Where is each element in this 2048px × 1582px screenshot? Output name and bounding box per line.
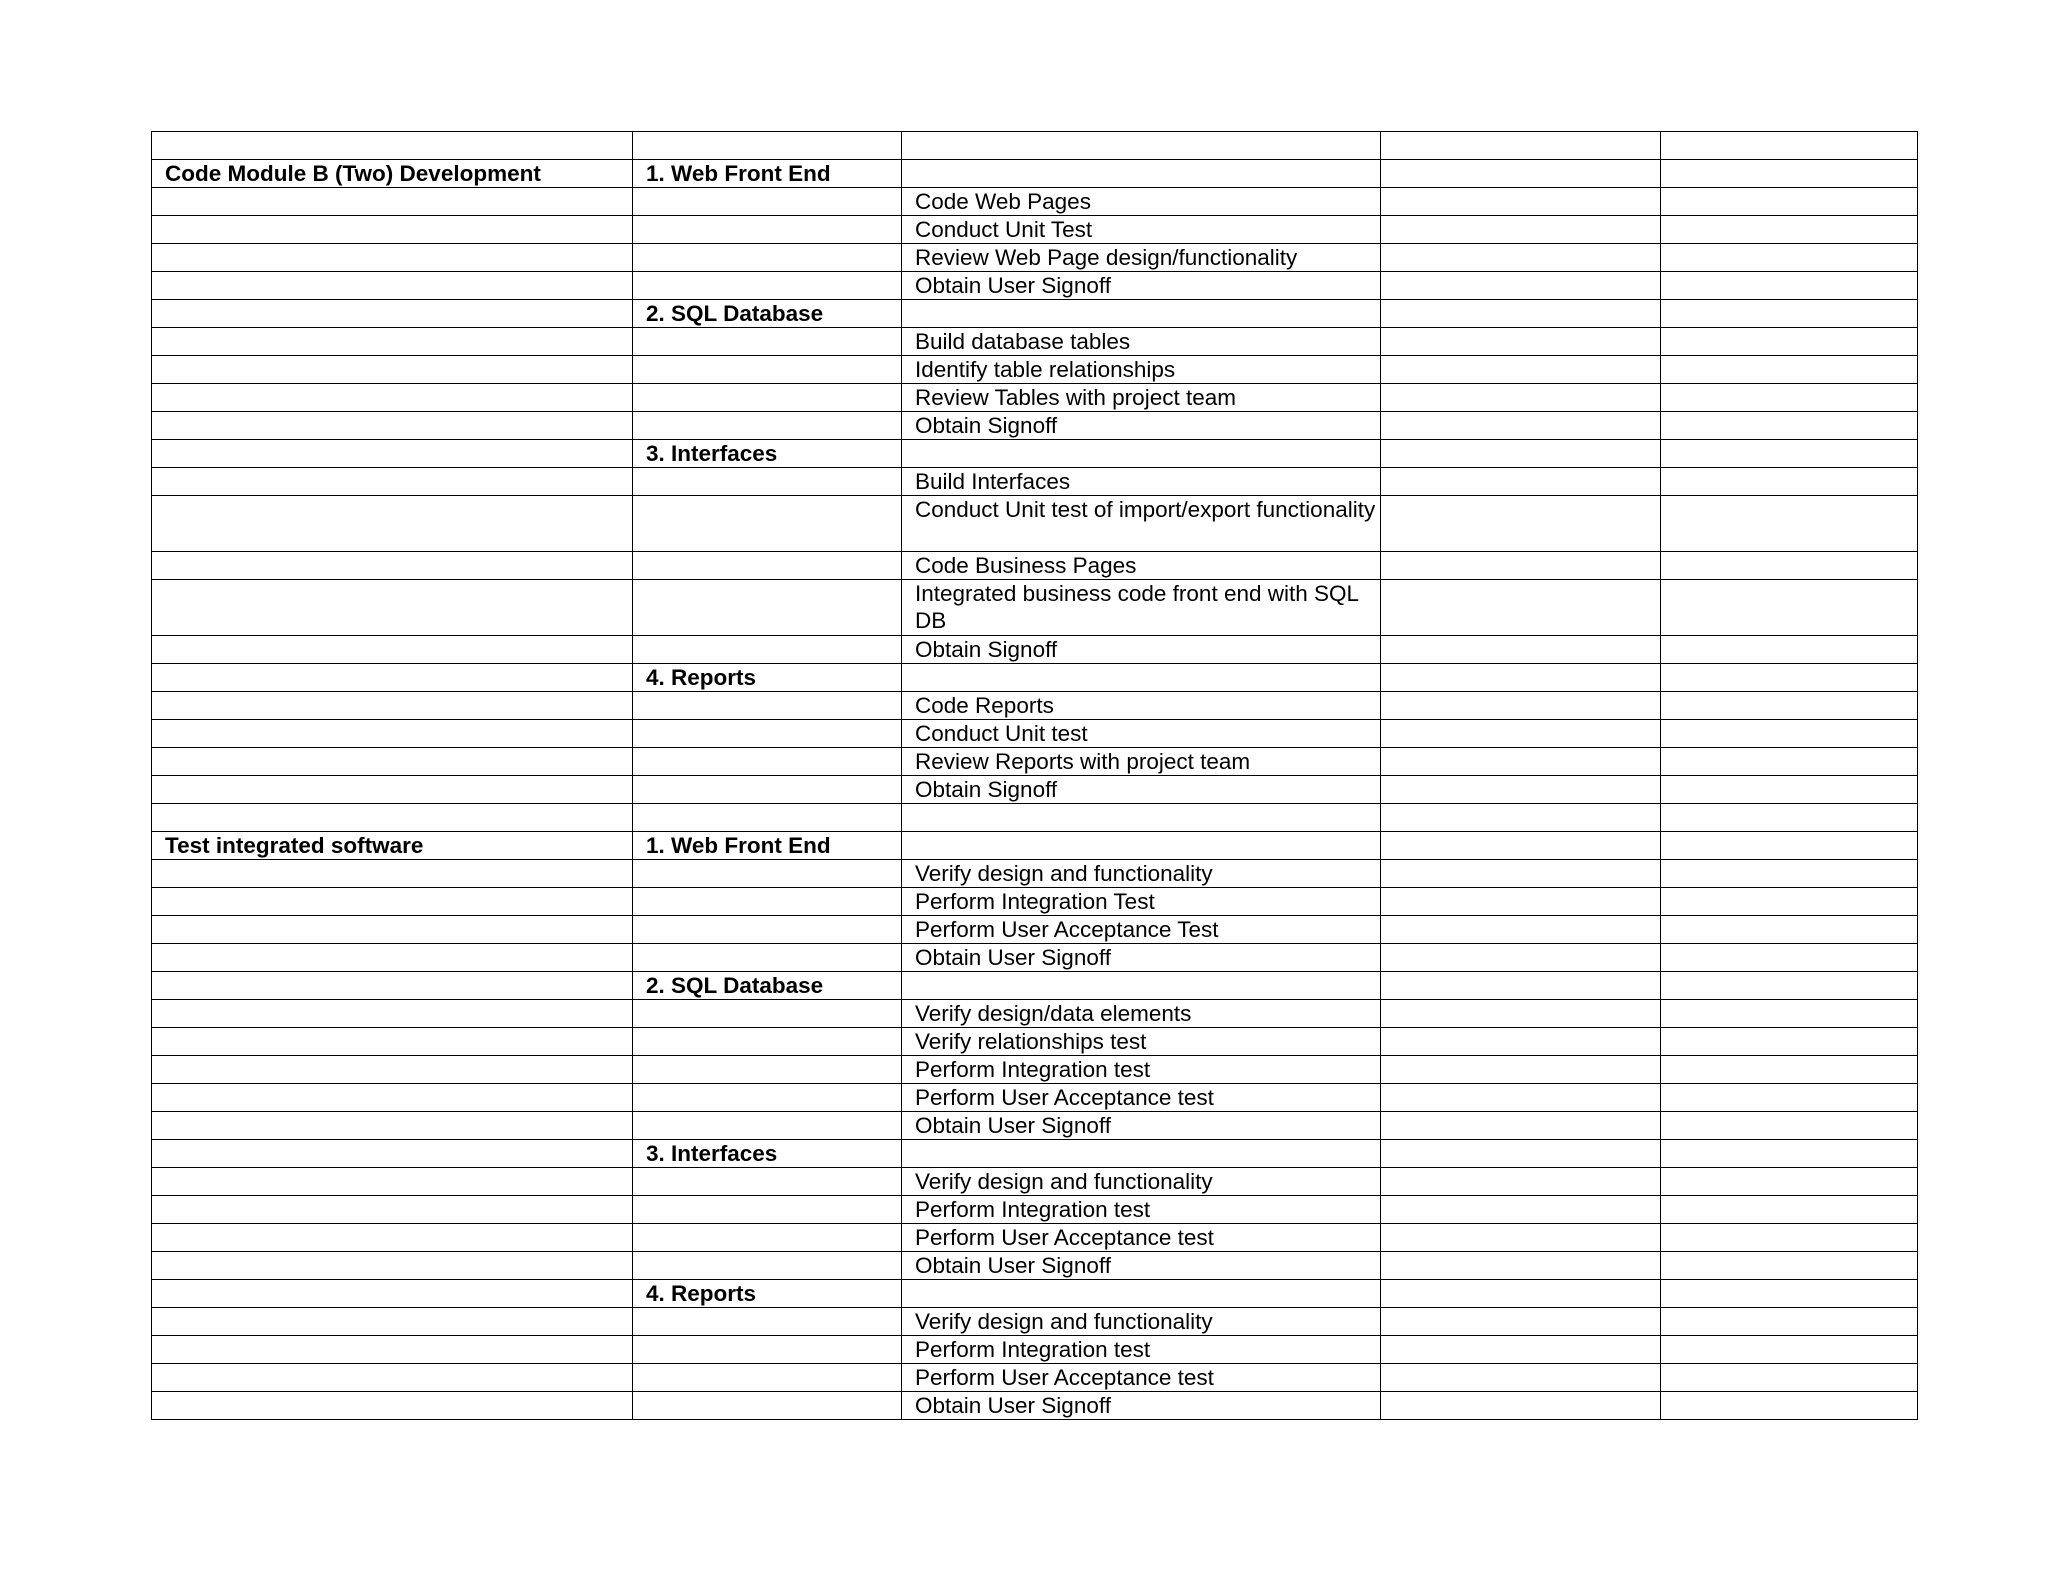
task-cell: Conduct Unit test of import/export functionality xyxy=(902,496,1381,552)
blank-cell-a xyxy=(1381,328,1661,356)
component-cell xyxy=(633,496,902,552)
phase-cell xyxy=(152,552,633,580)
table-row xyxy=(152,440,1918,468)
blank-cell-b xyxy=(1661,972,1918,1000)
component-cell xyxy=(633,1336,902,1364)
phase-cell xyxy=(152,468,633,496)
phase-cell xyxy=(152,580,633,636)
phase-cell xyxy=(152,384,633,412)
blank-cell-b xyxy=(1661,804,1918,832)
task-cell: Obtain Signoff xyxy=(902,776,1381,804)
component-cell xyxy=(633,888,902,916)
blank-cell-b xyxy=(1661,1168,1918,1196)
task-cell xyxy=(902,160,1381,188)
table-row xyxy=(152,1196,1918,1224)
component-cell xyxy=(633,944,902,972)
blank-cell-a xyxy=(1381,804,1661,832)
blank-cell-b xyxy=(1661,1000,1918,1028)
phase-cell xyxy=(152,1224,633,1252)
component-cell: 1. Web Front End xyxy=(633,832,902,860)
task-cell xyxy=(902,1280,1381,1308)
component-cell xyxy=(633,720,902,748)
task-cell: Build Interfaces xyxy=(902,468,1381,496)
blank-cell-a xyxy=(1381,216,1661,244)
phase-cell xyxy=(152,1140,633,1168)
component-cell xyxy=(633,216,902,244)
blank-cell-a xyxy=(1381,160,1661,188)
table-row xyxy=(152,300,1918,328)
phase-cell xyxy=(152,216,633,244)
table-row xyxy=(152,1224,1918,1252)
blank-cell-a xyxy=(1381,1392,1661,1420)
component-cell xyxy=(633,636,902,664)
component-cell xyxy=(633,132,902,160)
phase-cell xyxy=(152,1028,633,1056)
component-cell: 2. SQL Database xyxy=(633,300,902,328)
blank-cell-a xyxy=(1381,776,1661,804)
task-cell: Verify design and functionality xyxy=(902,1168,1381,1196)
blank-cell-b xyxy=(1661,1252,1918,1280)
table-row xyxy=(152,1028,1918,1056)
phase-cell xyxy=(152,944,633,972)
phase-cell xyxy=(152,1056,633,1084)
task-cell: Obtain User Signoff xyxy=(902,1112,1381,1140)
blank-cell-a xyxy=(1381,132,1661,160)
component-cell xyxy=(633,1364,902,1392)
phase-cell xyxy=(152,356,633,384)
phase-cell xyxy=(152,1084,633,1112)
phase-cell: Test integrated software xyxy=(152,832,633,860)
table-row xyxy=(152,692,1918,720)
component-cell xyxy=(633,328,902,356)
task-cell: Obtain User Signoff xyxy=(902,1252,1381,1280)
phase-cell xyxy=(152,1168,633,1196)
blank-cell-b xyxy=(1661,1028,1918,1056)
component-cell xyxy=(633,1056,902,1084)
table-row xyxy=(152,1392,1918,1420)
phase-cell xyxy=(152,1392,633,1420)
blank-cell-b xyxy=(1661,1280,1918,1308)
task-cell xyxy=(902,804,1381,832)
blank-cell-b xyxy=(1661,720,1918,748)
blank-cell-b xyxy=(1661,1392,1918,1420)
task-cell: Identify table relationships xyxy=(902,356,1381,384)
task-cell: Obtain Signoff xyxy=(902,636,1381,664)
phase-cell xyxy=(152,440,633,468)
blank-cell-b xyxy=(1661,356,1918,384)
task-cell: Conduct Unit Test xyxy=(902,216,1381,244)
blank-cell-b xyxy=(1661,664,1918,692)
phase-cell xyxy=(152,1196,633,1224)
blank-cell-a xyxy=(1381,1364,1661,1392)
task-cell: Review Tables with project team xyxy=(902,384,1381,412)
phase-cell xyxy=(152,692,633,720)
task-cell xyxy=(902,972,1381,1000)
phase-cell xyxy=(152,1112,633,1140)
blank-cell-a xyxy=(1381,1112,1661,1140)
blank-cell-b xyxy=(1661,636,1918,664)
blank-cell-b xyxy=(1661,412,1918,440)
table-row xyxy=(152,580,1918,636)
task-cell: Conduct Unit test xyxy=(902,720,1381,748)
task-cell: Obtain User Signoff xyxy=(902,944,1381,972)
component-cell xyxy=(633,356,902,384)
blank-cell-a xyxy=(1381,188,1661,216)
blank-cell-b xyxy=(1661,944,1918,972)
blank-cell-b xyxy=(1661,1336,1918,1364)
table-row xyxy=(152,188,1918,216)
component-cell xyxy=(633,384,902,412)
component-cell: 3. Interfaces xyxy=(633,1140,902,1168)
blank-cell-b xyxy=(1661,468,1918,496)
phase-cell xyxy=(152,776,633,804)
task-cell xyxy=(902,832,1381,860)
component-cell xyxy=(633,1084,902,1112)
table-row xyxy=(152,1336,1918,1364)
blank-cell-a xyxy=(1381,944,1661,972)
blank-cell-a xyxy=(1381,468,1661,496)
table-row xyxy=(152,132,1918,160)
component-cell xyxy=(633,692,902,720)
table-row xyxy=(152,1280,1918,1308)
phase-cell xyxy=(152,1252,633,1280)
table-body xyxy=(152,132,1918,1420)
table-row xyxy=(152,160,1918,188)
blank-cell-a xyxy=(1381,580,1661,636)
blank-cell-a xyxy=(1381,636,1661,664)
phase-cell xyxy=(152,244,633,272)
component-cell xyxy=(633,1112,902,1140)
table-row xyxy=(152,1252,1918,1280)
phase-cell xyxy=(152,188,633,216)
component-cell xyxy=(633,412,902,440)
phase-cell xyxy=(152,272,633,300)
task-cell: Code Web Pages xyxy=(902,188,1381,216)
blank-cell-b xyxy=(1661,1084,1918,1112)
table-row xyxy=(152,776,1918,804)
table-row xyxy=(152,468,1918,496)
blank-cell-b xyxy=(1661,552,1918,580)
table-row xyxy=(152,888,1918,916)
phase-cell xyxy=(152,1364,633,1392)
blank-cell-a xyxy=(1381,1028,1661,1056)
component-cell: 3. Interfaces xyxy=(633,440,902,468)
task-cell xyxy=(902,440,1381,468)
component-cell xyxy=(633,860,902,888)
blank-cell-a xyxy=(1381,692,1661,720)
blank-cell-a xyxy=(1381,748,1661,776)
task-cell: Perform Integration Test xyxy=(902,888,1381,916)
component-cell xyxy=(633,1196,902,1224)
component-cell xyxy=(633,244,902,272)
blank-cell-b xyxy=(1661,1112,1918,1140)
phase-cell xyxy=(152,916,633,944)
task-cell: Perform User Acceptance test xyxy=(902,1364,1381,1392)
document-page xyxy=(151,131,1917,1420)
table-row xyxy=(152,720,1918,748)
blank-cell-a xyxy=(1381,412,1661,440)
table-row xyxy=(152,832,1918,860)
blank-cell-a xyxy=(1381,1336,1661,1364)
blank-cell-b xyxy=(1661,1308,1918,1336)
table-row xyxy=(152,1168,1918,1196)
blank-cell-b xyxy=(1661,888,1918,916)
blank-cell-b xyxy=(1661,300,1918,328)
component-cell xyxy=(633,748,902,776)
table-row xyxy=(152,216,1918,244)
blank-cell-a xyxy=(1381,1196,1661,1224)
task-cell: Verify relationships test xyxy=(902,1028,1381,1056)
blank-cell-a xyxy=(1381,300,1661,328)
table-row xyxy=(152,1308,1918,1336)
task-cell: Obtain User Signoff xyxy=(902,1392,1381,1420)
task-cell: Verify design and functionality xyxy=(902,1308,1381,1336)
table-row xyxy=(152,860,1918,888)
blank-cell-b xyxy=(1661,832,1918,860)
blank-cell-a xyxy=(1381,972,1661,1000)
table-row xyxy=(152,1084,1918,1112)
task-cell: Obtain Signoff xyxy=(902,412,1381,440)
blank-cell-b xyxy=(1661,272,1918,300)
task-cell: Perform Integration test xyxy=(902,1336,1381,1364)
component-cell: 4. Reports xyxy=(633,664,902,692)
blank-cell-a xyxy=(1381,244,1661,272)
blank-cell-b xyxy=(1661,748,1918,776)
blank-cell-a xyxy=(1381,1280,1661,1308)
phase-cell xyxy=(152,132,633,160)
blank-cell-b xyxy=(1661,916,1918,944)
task-cell: Perform Integration test xyxy=(902,1196,1381,1224)
blank-cell-b xyxy=(1661,776,1918,804)
blank-cell-b xyxy=(1661,580,1918,636)
blank-cell-b xyxy=(1661,188,1918,216)
task-cell: Integrated business code front end with SQL DB xyxy=(902,580,1381,636)
component-cell xyxy=(633,272,902,300)
blank-cell-a xyxy=(1381,720,1661,748)
phase-cell xyxy=(152,636,633,664)
task-cell: Review Web Page design/functionality xyxy=(902,244,1381,272)
phase-cell xyxy=(152,664,633,692)
blank-cell-a xyxy=(1381,1056,1661,1084)
blank-cell-a xyxy=(1381,1084,1661,1112)
table-row xyxy=(152,664,1918,692)
table-row xyxy=(152,244,1918,272)
blank-cell-a xyxy=(1381,1000,1661,1028)
phase-cell xyxy=(152,748,633,776)
blank-cell-b xyxy=(1661,1196,1918,1224)
component-cell xyxy=(633,468,902,496)
blank-cell-b xyxy=(1661,496,1918,552)
phase-cell xyxy=(152,860,633,888)
blank-cell-a xyxy=(1381,496,1661,552)
blank-cell-b xyxy=(1661,692,1918,720)
blank-cell-a xyxy=(1381,860,1661,888)
component-cell: 2. SQL Database xyxy=(633,972,902,1000)
task-cell: Code Business Pages xyxy=(902,552,1381,580)
phase-cell xyxy=(152,1000,633,1028)
phase-cell xyxy=(152,972,633,1000)
table-row xyxy=(152,328,1918,356)
table-row xyxy=(152,916,1918,944)
component-cell xyxy=(633,1000,902,1028)
table-row xyxy=(152,272,1918,300)
component-cell xyxy=(633,1224,902,1252)
task-cell: Verify design and functionality xyxy=(902,860,1381,888)
component-cell: 1. Web Front End xyxy=(633,160,902,188)
task-cell: Perform User Acceptance test xyxy=(902,1224,1381,1252)
table-row xyxy=(152,1056,1918,1084)
component-cell: 4. Reports xyxy=(633,1280,902,1308)
blank-cell-a xyxy=(1381,1308,1661,1336)
table-row xyxy=(152,636,1918,664)
component-cell xyxy=(633,188,902,216)
task-cell: Code Reports xyxy=(902,692,1381,720)
task-cell: Perform User Acceptance Test xyxy=(902,916,1381,944)
task-cell: Perform Integration test xyxy=(902,1056,1381,1084)
blank-cell-a xyxy=(1381,1140,1661,1168)
table-row xyxy=(152,972,1918,1000)
task-cell: Review Reports with project team xyxy=(902,748,1381,776)
phase-cell xyxy=(152,496,633,552)
component-cell xyxy=(633,1168,902,1196)
component-cell xyxy=(633,916,902,944)
blank-cell-b xyxy=(1661,1224,1918,1252)
blank-cell-b xyxy=(1661,440,1918,468)
component-cell xyxy=(633,1308,902,1336)
blank-cell-b xyxy=(1661,1140,1918,1168)
phase-cell xyxy=(152,888,633,916)
table-row xyxy=(152,1000,1918,1028)
blank-cell-a xyxy=(1381,1252,1661,1280)
table-row xyxy=(152,552,1918,580)
phase-cell xyxy=(152,1336,633,1364)
blank-cell-b xyxy=(1661,132,1918,160)
blank-cell-a xyxy=(1381,384,1661,412)
blank-cell-a xyxy=(1381,552,1661,580)
phase-cell: Code Module B (Two) Development xyxy=(152,160,633,188)
table-row xyxy=(152,944,1918,972)
task-cell: Obtain User Signoff xyxy=(902,272,1381,300)
task-cell xyxy=(902,132,1381,160)
task-cell: Verify design/data elements xyxy=(902,1000,1381,1028)
table-row xyxy=(152,384,1918,412)
blank-cell-b xyxy=(1661,384,1918,412)
blank-cell-a xyxy=(1381,832,1661,860)
table-row xyxy=(152,496,1918,552)
task-cell xyxy=(902,1140,1381,1168)
phase-cell xyxy=(152,1308,633,1336)
blank-cell-a xyxy=(1381,1168,1661,1196)
blank-cell-a xyxy=(1381,916,1661,944)
component-cell xyxy=(633,1392,902,1420)
phase-cell xyxy=(152,412,633,440)
blank-cell-b xyxy=(1661,244,1918,272)
task-cell xyxy=(902,664,1381,692)
blank-cell-b xyxy=(1661,328,1918,356)
blank-cell-a xyxy=(1381,440,1661,468)
table-row xyxy=(152,1364,1918,1392)
phase-cell xyxy=(152,720,633,748)
blank-cell-a xyxy=(1381,1224,1661,1252)
task-cell xyxy=(902,300,1381,328)
blank-cell-b xyxy=(1661,216,1918,244)
component-cell xyxy=(633,804,902,832)
blank-cell-b xyxy=(1661,860,1918,888)
table-row xyxy=(152,1112,1918,1140)
table-row xyxy=(152,804,1918,832)
task-cell: Perform User Acceptance test xyxy=(902,1084,1381,1112)
component-cell xyxy=(633,552,902,580)
table-row xyxy=(152,748,1918,776)
blank-cell-b xyxy=(1661,1364,1918,1392)
phase-cell xyxy=(152,300,633,328)
blank-cell-b xyxy=(1661,1056,1918,1084)
blank-cell-a xyxy=(1381,356,1661,384)
blank-cell-a xyxy=(1381,272,1661,300)
blank-cell-a xyxy=(1381,664,1661,692)
work-breakdown-table xyxy=(151,131,1918,1420)
component-cell xyxy=(633,580,902,636)
component-cell xyxy=(633,1252,902,1280)
phase-cell xyxy=(152,328,633,356)
component-cell xyxy=(633,776,902,804)
task-cell: Build database tables xyxy=(902,328,1381,356)
table-row xyxy=(152,1140,1918,1168)
table-row xyxy=(152,412,1918,440)
phase-cell xyxy=(152,804,633,832)
component-cell xyxy=(633,1028,902,1056)
blank-cell-a xyxy=(1381,888,1661,916)
table-row xyxy=(152,356,1918,384)
blank-cell-b xyxy=(1661,160,1918,188)
phase-cell xyxy=(152,1280,633,1308)
